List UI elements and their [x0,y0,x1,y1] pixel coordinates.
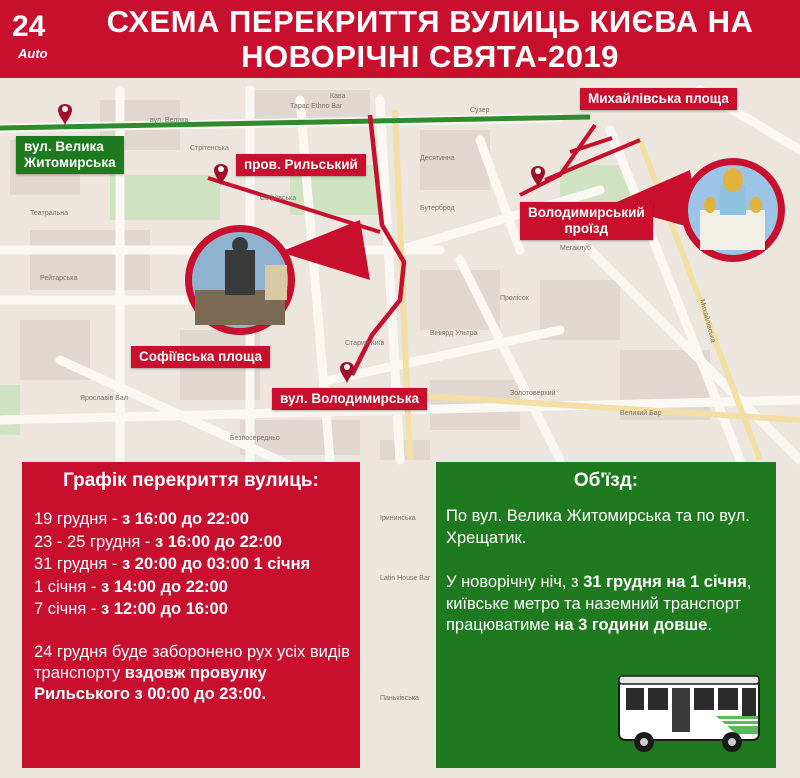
schedule-sep: - [86,600,101,618]
label-velyka-zhytomyrska [16,136,124,174]
label-volodymyrska [272,388,427,410]
note-plain: 24 грудня буде заборонено рух усіх видів транспорту [34,643,350,682]
map-text-16: Великий Бар [620,410,662,417]
schedule-sep: - [140,532,156,551]
schedule-time: з 16:00 до 22:00 [155,532,282,551]
detour-2e: . [707,616,712,634]
label-velyka-line1: вул. Велика [24,139,104,154]
map-text-6: Кава [330,93,346,100]
schedule-time: з 16:00 до 22:00 [122,510,249,528]
label-volodymyrska-text: вул. Володимирська [280,391,419,406]
detour-text-2 [446,572,771,637]
label-mykhailivska-text: Михайлівська площа [588,91,729,106]
brand-number: 24 [12,10,46,43]
schedule-date: 1 січня [34,577,87,596]
label-sofiivska-text: Софіївська площа [139,349,263,364]
schedule-time: з 20:00 до 03:00 1 січня [122,555,311,573]
schedule-sep: - [107,555,122,573]
map-text-1: Сузер [470,107,490,114]
label-rylskyi-text: пров. Рильський [244,157,358,172]
map-text-12: Театральна [30,210,68,217]
schedule-date: 23 - 25 грудня [34,532,141,551]
title-line-1: СХЕМА ПЕРЕКРИТТЯ ВУЛИЦЬ КИЄВА НА [106,4,754,39]
note-bold: вздовж провулку Рильського з 00:00 до 23:00. [34,664,267,703]
title-line-2: НОВОРІЧНІ СВЯТА-2019 [241,39,619,74]
bus-icon [616,672,766,762]
schedule-date: 7 січня [34,600,87,618]
detour-title: Об'їзд: [573,470,639,491]
detour-panel [436,462,776,768]
schedule-date: 31 грудня [34,555,108,573]
schedule-row [34,508,310,531]
map-text-4: Бутерброд [420,205,455,212]
schedule-sep: - [107,510,122,528]
label-proizd-line2: проїзд [564,221,609,236]
schedule-time: з 14:00 до 22:00 [101,577,228,596]
schedule-note [34,642,352,705]
map-text-5: Старий Київ [345,340,385,347]
map-text-20: Ірининська [380,515,416,522]
label-velyka-line2: Житомирська [24,155,116,170]
map-text-15: Стрітенська [190,145,229,152]
map-text-9: Михайлівська [698,298,717,344]
schedule-panel [22,462,360,768]
map-text-17: Десятинна [420,155,455,162]
detour-2d: на 3 години довше [554,616,708,634]
schedule-time: з 12:00 до 16:00 [101,600,228,618]
detour-2b: 31 грудня на 1 січня [583,573,747,591]
photo-mykhailivska [681,158,785,262]
label-mykhailivska [580,88,737,110]
map-text-13: Ярославів Вал [80,395,128,402]
schedule-title: Графік перекриття вулиць: [63,470,319,491]
map-text-3: Софіївська [260,195,297,202]
schedule-sep: - [86,577,101,596]
page-title [100,4,760,74]
header-bar [0,0,800,78]
label-volodymyrskyi-proizd [520,202,653,240]
map-text-19: Latin House Bar [380,575,431,582]
detour-2a: У новорічну ніч, з [446,573,584,591]
brand-sub: Auto [18,46,48,61]
schedule-date: 19 грудня [34,510,108,528]
map-text-2: вул. Велика [150,117,189,124]
map-text-10: Мегаклуб [560,245,591,252]
map-text-0: Тарас Ethno Bar [290,103,343,110]
detour-text-1: По вул. Велика Житомирська та по вул. Хрещатик. [446,507,750,547]
map-text-11: Пролісок [500,295,529,302]
schedule-row [34,553,310,576]
label-rylskyi [236,154,366,176]
photo-sofiivska [185,225,295,335]
brand-logo [6,6,66,70]
map-text-21: Паньківська [380,695,419,702]
label-sofiivska [131,346,270,368]
map-text-7: Вініярд Ультра [430,330,478,337]
schedule-list [34,508,310,621]
label-proizd-line1: Володимирський [528,205,645,220]
schedule-row [34,576,310,599]
map-text-14: Рейтарська [40,275,78,282]
map-text-18: Безпосередньо [230,435,280,442]
schedule-row [34,598,310,621]
map-text-8: Золотоверхий [510,390,556,397]
schedule-row [34,531,310,554]
detour-2c: , київське метро та наземний транспорт працюватиме [446,573,752,634]
